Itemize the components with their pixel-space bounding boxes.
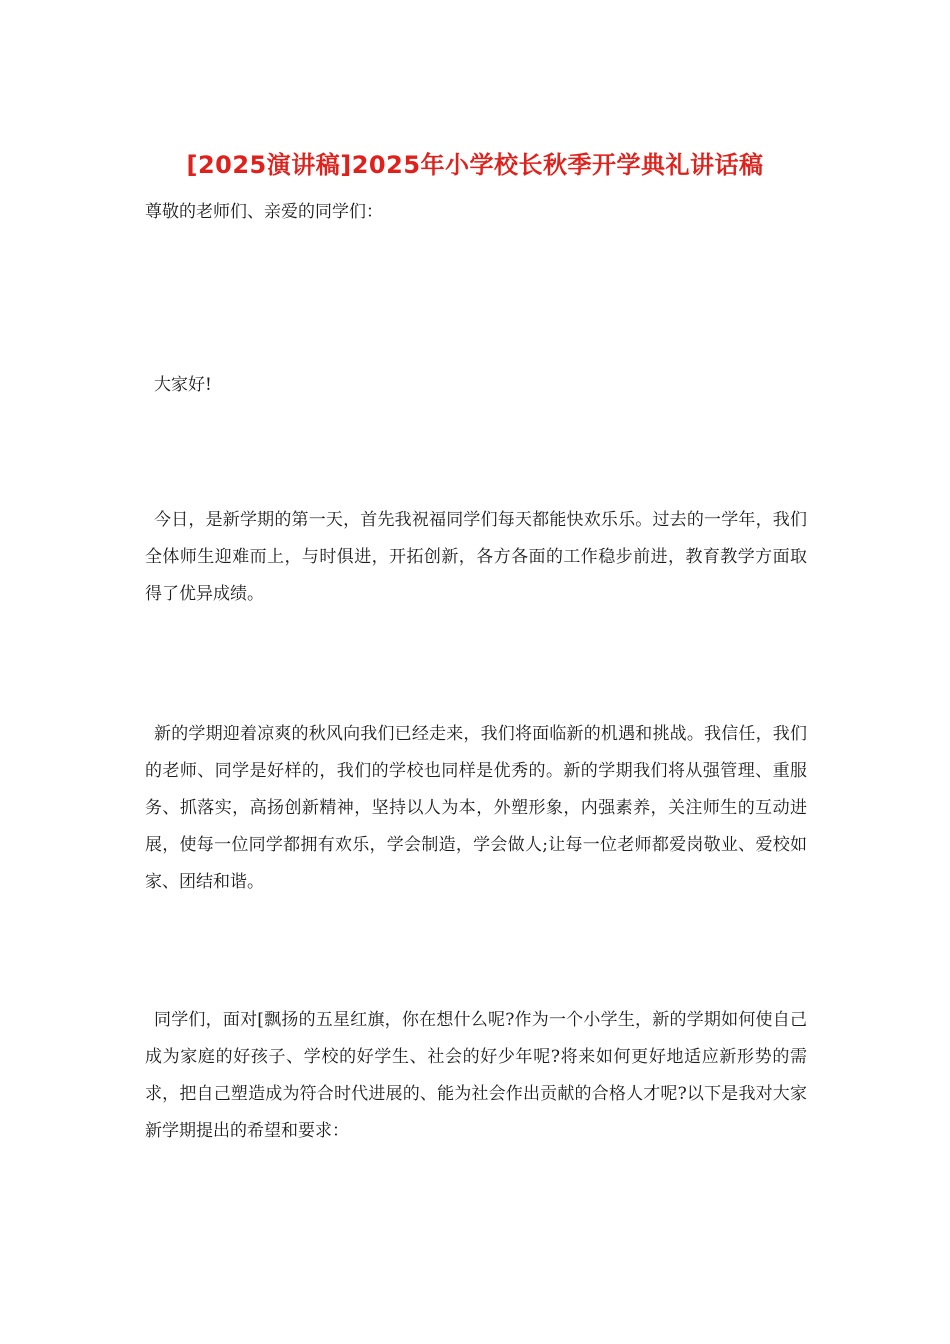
paragraph-3: 同学们，面对[飘扬的五星红旗，你在想什么呢?作为一个小学生，新的学期如何使自己成为家庭的好孩子、学校的好学生、社会的好少年呢?将来如何更好地适应新形势的需求，把自己塑造成为符合时代进展的、能为社会作出贡献的合格人才呢?以下是我对大家新学期提出的希望和要求：: [145, 1010, 807, 1141]
paragraph-2: 新的学期迎着凉爽的秋风向我们已经走来，我们将面临新的机遇和挑战。我信任，我们的老师、同学是好样的，我们的学校也同样是优秀的。新的学期我们将从强管理、重服务、抓落实，高扬创新精神，坚持以人为本，外塑形象，内强素养，关注师生的互动进展，使每一位同学都拥有欢乐，学会制造，学会做人;让每一位老师都爱岗敬业、爱校如家、团结和谐。: [145, 724, 807, 892]
document-title: [2025演讲稿]2025年小学校长秋季开学典礼讲话稿: [186, 151, 764, 179]
paragraph-1: 今日，是新学期的第一天，首先我祝福同学们每天都能快欢乐乐。过去的一学年，我们全体师生迎难而上，与时俱进，开拓创新，各方各面的工作稳步前进，教育教学方面取得了优异成绩。: [145, 510, 807, 604]
paragraph-greeting: 大家好!: [154, 375, 212, 395]
salutation: 尊敬的老师们、亲爱的同学们：: [145, 202, 383, 222]
